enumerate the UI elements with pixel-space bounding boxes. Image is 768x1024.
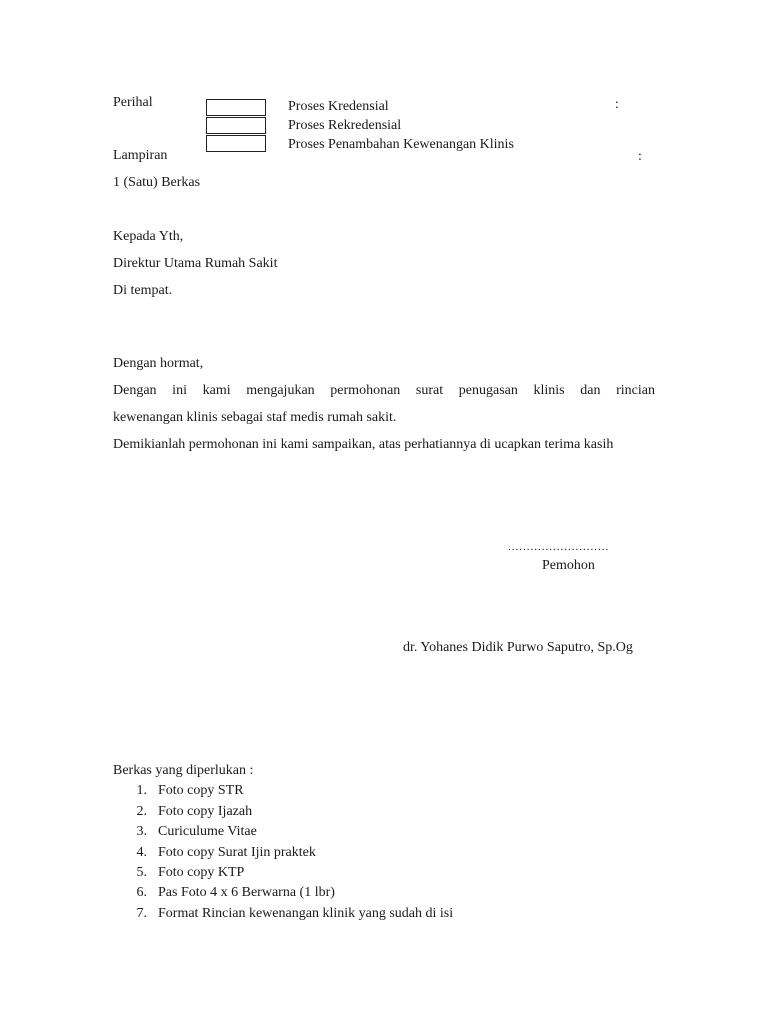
list-item-number: 2. (136, 804, 147, 819)
list-item-number: 1. (136, 783, 147, 798)
lampiran-colon: : (638, 149, 642, 164)
paragraph-1-line-2: kewenangan klinis sebagai staf medis rumah sakit. (113, 410, 397, 425)
list-item-text: Foto copy STR (158, 783, 244, 798)
list-item-number: 5. (136, 865, 147, 880)
recipient-name: Direktur Utama Rumah Sakit (113, 256, 278, 271)
signature-name: dr. Yohanes Didik Purwo Saputro, Sp.Og (403, 640, 633, 655)
list-item (113, 844, 633, 862)
greeting: Dengan hormat, (113, 356, 204, 371)
checkbox-kredensial[interactable] (206, 99, 266, 116)
recipient-location: Di tempat. (113, 283, 173, 298)
recipient-salutation: Kepada Yth, (113, 229, 184, 244)
list-item-text: Foto copy Ijazah (158, 804, 253, 819)
list-item-text: Foto copy Surat Ijin praktek (158, 845, 316, 860)
list-item-number: 3. (136, 824, 147, 839)
paragraph-2: Demikianlah permohonan ini kami sampaikan, atas perhatiannya di ucapkan terima kasih (113, 437, 614, 452)
requirements-title: Berkas yang diperlukan : (113, 763, 254, 778)
signature-date-dots: ........................... (508, 541, 610, 553)
perihal-label: Perihal (113, 95, 153, 110)
list-item (113, 905, 633, 923)
list-item-text: Pas Foto 4 x 6 Berwarna (1 lbr) (158, 885, 335, 900)
list-item (113, 884, 633, 902)
checkbox-penambahan-kewenangan[interactable] (206, 135, 266, 152)
option-rekredensial: Proses Rekredensial (288, 118, 402, 133)
list-item (113, 803, 633, 821)
list-item (113, 864, 633, 882)
checkbox-rekredensial[interactable] (206, 117, 266, 134)
list-item-text: Format Rincian kewenangan klinik yang sudah di isi (158, 906, 454, 921)
list-item (113, 823, 633, 841)
list-item-text: Foto copy KTP (158, 865, 245, 880)
list-item-number: 6. (136, 885, 147, 900)
list-item-text: Curiculume Vitae (158, 824, 257, 839)
list-item-number: 4. (136, 845, 147, 860)
list-item-number: 7. (136, 906, 147, 921)
list-item (113, 782, 633, 800)
option-penambahan-kewenangan: Proses Penambahan Kewenangan Klinis (288, 137, 514, 152)
perihal-colon: : (615, 97, 619, 112)
option-kredensial: Proses Kredensial (288, 99, 389, 114)
lampiran-value: 1 (Satu) Berkas (113, 175, 201, 190)
lampiran-label: Lampiran (113, 148, 168, 163)
paragraph-1-line-1: Dengan ini kami mengajukan permohonan surat penugasan klinis dan rincian (113, 383, 655, 398)
signature-role: Pemohon (542, 558, 595, 573)
